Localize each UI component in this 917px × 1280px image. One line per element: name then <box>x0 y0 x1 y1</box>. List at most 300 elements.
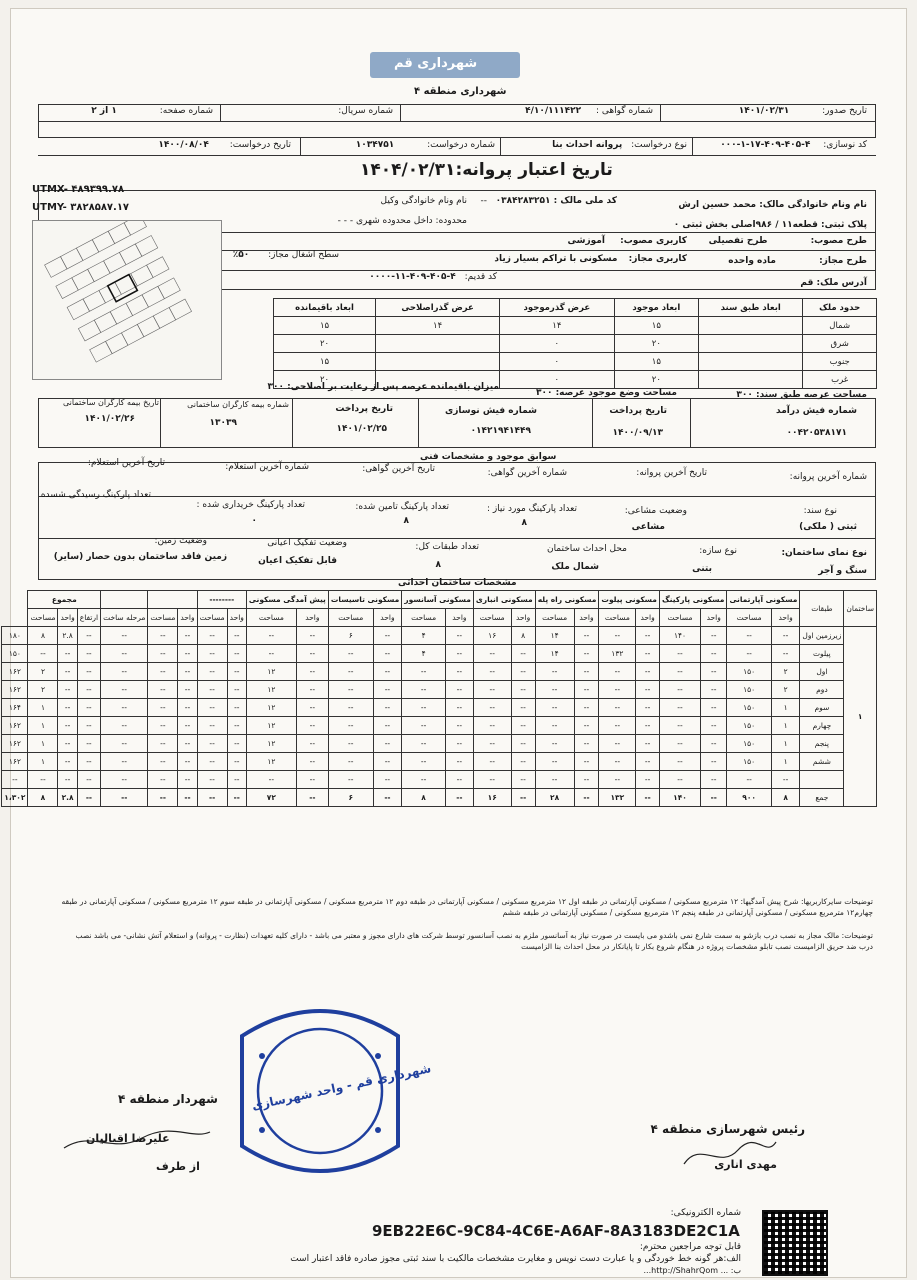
specs-cell: -- <box>227 735 246 753</box>
specs-cell: -- <box>101 735 148 753</box>
parking-provided-label: تعداد پارکینگ تامین شده: <box>355 502 449 512</box>
specs-floor-name: دوم <box>800 681 844 699</box>
specs-cell: -- <box>296 699 328 717</box>
specs-cell: -- <box>296 753 328 771</box>
specs-cell: -- <box>227 771 246 789</box>
specs-group-header: مسکونی تاسیسات <box>328 591 401 609</box>
note-line-4: درب ضد حریق الزامیست نصب تابلو مشخصات پروژه در هنگام شروع بکار تا پایانکار در محل احداث بنا الزامیست <box>521 942 873 951</box>
specs-floor-name <box>800 771 844 789</box>
specs-cell: -- <box>535 771 574 789</box>
urban-head-title: رئیس شهرسازی منطقه ۴ <box>650 1122 805 1136</box>
specs-cell: -- <box>445 681 473 699</box>
specs-area-header: مساحت <box>246 609 296 627</box>
specs-cell: -- <box>101 771 148 789</box>
specs-row <box>2 645 877 663</box>
specs-cell: -- <box>636 645 660 663</box>
bounds-header-cell: عرض گذراصلاحی <box>376 299 500 317</box>
insurance-date: ۱۴۰۱/۰۲/۲۶ <box>84 414 135 424</box>
specs-total-cell: ۸ <box>28 789 58 807</box>
specs-cell: ۱۵۰ <box>2 645 28 663</box>
specs-cell: -- <box>511 771 535 789</box>
specs-cell: -- <box>445 627 473 645</box>
specs-cell: -- <box>511 717 535 735</box>
specs-cell: -- <box>328 771 373 789</box>
specs-floor-name: پنجم <box>800 735 844 753</box>
urban-head-name: مهدی اناری <box>714 1158 777 1171</box>
specs-cell: -- <box>636 627 660 645</box>
specs-cell: -- <box>599 663 636 681</box>
specs-cell: -- <box>178 771 197 789</box>
plaque: پلاک ثبتی: قطعه۱۱ / ۹۸۶اصلی بخش ثبتی ۰ <box>673 220 867 230</box>
specs-cell: -- <box>599 681 636 699</box>
specs-cell: ۱۶ <box>473 627 511 645</box>
site-map-drawing <box>32 221 221 380</box>
specs-cell: -- <box>445 735 473 753</box>
page-value: ۱ از ۲ <box>91 106 117 116</box>
specs-cell: -- <box>402 699 446 717</box>
specs-total-cell: ۱۳۲ <box>599 789 636 807</box>
land-label: وضعیت زمین: <box>154 536 207 546</box>
specs-total-cell: ۸ <box>771 789 800 807</box>
specs-cell: -- <box>148 717 178 735</box>
renewal-code: ۴-۴۰۵-۴۰۹-۱۷-۱-۰۰۰ <box>720 140 811 150</box>
request-type: پروانه احداث بنا <box>552 140 623 150</box>
note-line-2: چهارم۱۲ مترمربع مسکونی / مسکونی آپارتمانی در طبقه پنجم ۱۲ مترمربع مسکونی / مسکونی آپارتمانی در طبقه ششم <box>502 908 873 917</box>
specs-floor-name: پیلوت <box>800 645 844 663</box>
specs-building-no: ۱ <box>844 627 877 807</box>
specs-cell: -- <box>535 735 574 753</box>
specs-cell: -- <box>296 771 328 789</box>
specs-cell: -- <box>701 663 727 681</box>
specs-total-cell: -- <box>178 789 197 807</box>
specs-cell: -- <box>77 699 100 717</box>
specs-cell: ۱۶۲ <box>2 735 28 753</box>
cert-no-label: شماره گواهی : <box>596 106 653 116</box>
specs-cell: ۱۲ <box>246 699 296 717</box>
specs-cell: -- <box>574 663 599 681</box>
pay-date-2: ۱۴۰۱/۰۲/۲۵ <box>336 424 387 434</box>
site-map <box>32 220 222 380</box>
specs-cell: ۱ <box>28 753 58 771</box>
specs-cell: -- <box>227 681 246 699</box>
specs-cell: -- <box>373 717 402 735</box>
bounds-cell: ۱۵ <box>614 317 698 335</box>
specs-cell: -- <box>197 663 227 681</box>
specs-area-header: مساحت <box>473 609 511 627</box>
specs-cell: -- <box>148 681 178 699</box>
specs-cell: -- <box>77 681 100 699</box>
pay-date-1: ۱۴۰۰/۰۹/۱۳ <box>612 428 663 438</box>
bounds-cell: ۱۵ <box>274 353 376 371</box>
specs-cell: -- <box>101 663 148 681</box>
specs-cell: -- <box>197 681 227 699</box>
location: شمال ملک <box>551 562 599 572</box>
e-number-label: شماره الکترونیکی: <box>670 1208 741 1218</box>
specs-cell: -- <box>511 753 535 771</box>
specs-total-cell: -- <box>373 789 402 807</box>
specs-cell: -- <box>473 717 511 735</box>
lawyer-label: نام ونام خانوادگی وکیل <box>380 196 467 206</box>
bounds-cell: ۱۴ <box>376 317 500 335</box>
specs-cell: ۲ <box>28 681 58 699</box>
specs-cell: -- <box>373 663 402 681</box>
specs-total-cell: ۷۲ <box>246 789 296 807</box>
specs-cell: -- <box>58 735 77 753</box>
specs-area-header: مساحت <box>659 609 700 627</box>
specs-cell: -- <box>445 699 473 717</box>
e-number: 9EB22E6C-9C84-4C6E-A6AF-8A3183DE2C1A <box>372 1222 740 1240</box>
specs-cell: ۱۴ <box>535 627 574 645</box>
specs-total-cell: ۲۸ <box>535 789 574 807</box>
specs-group-header: مسکونی انباری <box>473 591 535 609</box>
specs-cell: -- <box>246 627 296 645</box>
specs-cell: -- <box>178 681 197 699</box>
floors: ۸ <box>435 560 441 570</box>
occupancy-label: سطح اشغال مجاز: <box>268 250 339 260</box>
specs-cell: -- <box>574 717 599 735</box>
pay-date-label-2: تاریخ پرداخت <box>335 404 393 414</box>
specs-cell: -- <box>727 645 771 663</box>
specs-floor-name: چهارم <box>800 717 844 735</box>
specs-cell: -- <box>77 753 100 771</box>
specs-cell: -- <box>402 753 446 771</box>
specs-cell: -- <box>296 717 328 735</box>
specs-total-cell: -- <box>296 789 328 807</box>
specs-cell: -- <box>701 753 727 771</box>
specs-cell: -- <box>77 663 100 681</box>
specs-cell: -- <box>373 699 402 717</box>
specs-floor-name: زیرزمین اول <box>800 627 844 645</box>
last-permit-no: شماره آخرین پروانه: <box>789 472 867 482</box>
specs-cell: -- <box>771 645 800 663</box>
specs-area-header: مساحت <box>197 609 227 627</box>
specs-cell: -- <box>178 645 197 663</box>
specs-cell: -- <box>373 735 402 753</box>
mayor-by: از طرف <box>156 1160 200 1173</box>
specs-cell: ۱۲ <box>246 681 296 699</box>
request-no-label: شماره درخواست: <box>427 140 495 150</box>
specs-cell: -- <box>101 717 148 735</box>
specs-cell: ۱۸۰ <box>2 627 28 645</box>
specs-cell: -- <box>574 699 599 717</box>
plan: طرح تفصیلی <box>708 236 768 246</box>
parking-needed: ۸ <box>521 518 527 528</box>
specs-cell: -- <box>328 735 373 753</box>
specs-area-header: مساحت <box>328 609 373 627</box>
specs-header-row <box>2 591 877 609</box>
specs-cell: -- <box>445 663 473 681</box>
specs-cell: -- <box>296 627 328 645</box>
bounds-cell: غرب <box>803 371 877 389</box>
parking-bought: ۰ <box>251 516 257 526</box>
specs-cell: ۴ <box>402 627 446 645</box>
specs-cell: ۱۵۰ <box>727 717 771 735</box>
signature-scribble-left <box>62 1120 212 1164</box>
parking-provided: ۸ <box>403 516 409 526</box>
logo-title: شهرداری قم <box>394 56 478 71</box>
mayor-name: علیرضا اقبالیان <box>86 1132 170 1145</box>
serial-label: شماره سریال: <box>338 106 393 116</box>
specs-cell: ۱۵۰ <box>727 681 771 699</box>
bounds-header-cell: ابعاد طبق سند <box>699 299 803 317</box>
specs-total-cell: -- <box>101 789 148 807</box>
specs-cell: -- <box>701 771 727 789</box>
specs-height-header: ارتفاع <box>77 609 100 627</box>
specs-cell: -- <box>445 717 473 735</box>
specs-cell: ۱ <box>771 699 800 717</box>
specs-group-header <box>148 591 197 609</box>
specs-cell: ۲ <box>28 663 58 681</box>
specs-table <box>1 590 877 807</box>
renewal-code-label: کد نوسازی: <box>823 140 867 150</box>
bounds-cell <box>699 353 803 371</box>
specs-cell: -- <box>473 681 511 699</box>
specs-title: مشخصات ساختمان احداثی <box>398 578 517 588</box>
validity-title: تاریخ اعتبار پروانه:۱۴۰۴/۰۲/۳۱ <box>360 160 613 180</box>
specs-cell: -- <box>701 717 727 735</box>
specs-cell: -- <box>445 753 473 771</box>
specs-total-cell: -- <box>445 789 473 807</box>
specs-cell: -- <box>197 771 227 789</box>
specs-cell: -- <box>659 771 700 789</box>
bounds-header-cell: ابعاد موجود <box>614 299 698 317</box>
request-no: ۱۰۳۴۷۵۱ <box>355 140 395 150</box>
specs-cell: ۱۲ <box>246 663 296 681</box>
specs-cell: -- <box>373 645 402 663</box>
specs-cell: -- <box>58 753 77 771</box>
insurance-date-label: تاریخ بیمه کارگران ساختمانی <box>63 398 159 407</box>
specs-total-cell: -- <box>227 789 246 807</box>
specs-cell: -- <box>328 753 373 771</box>
permit-plan: ماده واحده <box>728 256 776 266</box>
specs-cell: ۱۲ <box>246 753 296 771</box>
specs-cell: -- <box>328 645 373 663</box>
specs-total-cell: ۲.۸ <box>58 789 77 807</box>
specs-unit-header: واحد <box>636 609 660 627</box>
specs-total-cell: -- <box>148 789 178 807</box>
specs-cell: -- <box>77 735 100 753</box>
bounds-cell <box>376 353 500 371</box>
specs-cell: ۱ <box>28 735 58 753</box>
specs-cell: -- <box>659 717 700 735</box>
area-existing: مساحت وضع موجود عرصه: ۳۰۰ <box>535 388 677 398</box>
specs-cell: -- <box>636 753 660 771</box>
specs-total-cell: ۱۴۰ <box>659 789 700 807</box>
qr-code[interactable] <box>762 1210 828 1276</box>
renew-receipt: ۰۱۴۲۱۹۴۱۴۴۹ <box>470 426 531 436</box>
specs-cell: -- <box>636 717 660 735</box>
address: آدرس ملک: قم <box>800 278 867 288</box>
specs-area-header: مساحت <box>148 609 178 627</box>
specs-row <box>2 735 877 753</box>
specs-cell: -- <box>58 771 77 789</box>
specs-cell: -- <box>148 627 178 645</box>
request-date: ۱۴۰۰/۰۸/۰۴ <box>158 140 209 150</box>
specs-cell: ۲ <box>771 681 800 699</box>
signature-scribble-right <box>680 1134 780 1178</box>
specs-cell: ۱ <box>28 699 58 717</box>
facade-label: نوع نمای ساختمان: <box>781 548 867 558</box>
specs-cell: -- <box>636 771 660 789</box>
specs-cell: -- <box>328 717 373 735</box>
specs-cell: -- <box>727 627 771 645</box>
specs-cell: -- <box>771 627 800 645</box>
occupancy: ۵۰٪ <box>232 250 250 260</box>
common-label: وضعیت مشاعی: <box>624 506 687 516</box>
bounds-cell <box>699 371 803 389</box>
specs-cell: ۲.۸ <box>58 627 77 645</box>
specs-cell: -- <box>246 771 296 789</box>
specs-cell: -- <box>727 771 771 789</box>
specs-cell: -- <box>636 735 660 753</box>
specs-cell: -- <box>701 645 727 663</box>
mayor-title: شهردار منطقه ۴ <box>118 1092 218 1106</box>
specs-total-cell: -- <box>77 789 100 807</box>
floors-label: تعداد طبقات کل: <box>415 542 479 552</box>
specs-row <box>2 771 877 789</box>
specs-cell: -- <box>296 663 328 681</box>
specs-cell: -- <box>473 699 511 717</box>
specs-cell: -- <box>227 645 246 663</box>
specs-row <box>2 717 877 735</box>
bounds-cell: ۲۰ <box>274 371 376 389</box>
specs-total-cell: ۶ <box>328 789 373 807</box>
permit-use: مسکونی با تراکم بسیار زیاد <box>494 254 618 264</box>
structure-label: نوع سازه: <box>699 546 737 556</box>
renew-receipt-label: شماره فیش نوسازی <box>445 406 537 416</box>
specs-cell: -- <box>511 663 535 681</box>
bounds-cell <box>699 335 803 353</box>
issue-date-label: تاریخ صدور: <box>822 106 867 116</box>
bounds-cell: ۰ <box>500 335 615 353</box>
lawyer-dash: -- <box>480 196 487 206</box>
bounds-row <box>274 335 877 353</box>
specs-group-header: مسکونی راه پله <box>535 591 599 609</box>
specs-cell: -- <box>473 753 511 771</box>
specs-cell: ۱۶۲ <box>2 717 28 735</box>
specs-cell: -- <box>511 645 535 663</box>
specs-cell: -- <box>28 771 58 789</box>
bounds-header-cell: ابعاد باقیمانده <box>274 299 376 317</box>
specs-cell: -- <box>148 663 178 681</box>
specs-cell: -- <box>58 681 77 699</box>
bounds-row <box>274 317 877 335</box>
specs-area-header: مساحت <box>727 609 771 627</box>
specs-cell: -- <box>101 753 148 771</box>
specs-cell: -- <box>659 699 700 717</box>
specs-total-cell: ۸ <box>402 789 446 807</box>
specs-cell: -- <box>296 645 328 663</box>
specs-row <box>2 627 877 645</box>
specs-cell: ۱ <box>771 753 800 771</box>
specs-cell: -- <box>659 753 700 771</box>
specs-row <box>2 663 877 681</box>
specs-cell: -- <box>599 699 636 717</box>
specs-cell: ۶ <box>328 627 373 645</box>
specs-cell: -- <box>535 753 574 771</box>
specs-cell: -- <box>636 681 660 699</box>
notes-block <box>47 896 873 952</box>
utmx: UTMX- ۴۸۹۳۹۹.۷۸ <box>32 184 125 195</box>
specs-group-header: -------- <box>197 591 246 609</box>
specs-unit-header: واحد <box>771 609 800 627</box>
specs-cell: -- <box>197 753 227 771</box>
issue-date: ۱۴۰۱/۰۲/۳۱ <box>738 106 790 116</box>
structure: بتنی <box>692 564 712 574</box>
specs-floor-name: اول <box>800 663 844 681</box>
specs-cell: ۱۵۰ <box>727 753 771 771</box>
specs-cell: -- <box>58 663 77 681</box>
notice-3: ب: ... http://ShahrQom... <box>643 1266 741 1275</box>
bounds-cell: ۰ <box>500 371 615 389</box>
bounds-cell: شمال <box>803 317 877 335</box>
specs-cell: -- <box>373 753 402 771</box>
approved-use-label: کاربری مصوب: <box>620 236 687 246</box>
specs-cell: ۱۶۲ <box>2 753 28 771</box>
specs-cell: ۴ <box>402 645 446 663</box>
specs-group-header: مجموع <box>28 591 101 609</box>
bounds-cell: ۲۰ <box>614 335 698 353</box>
specs-cell: ۱۶۴ <box>2 699 28 717</box>
specs-cell: -- <box>659 645 700 663</box>
plan-label: طرح مصوب: <box>810 236 867 246</box>
specs-cell: -- <box>148 645 178 663</box>
insurance-no: ۱۳۰۳۹ <box>209 418 237 428</box>
owner-national-code: کد ملی مالک : ۰۳۸۴۲۸۳۲۵۱ <box>495 196 617 206</box>
specs-cell: -- <box>77 771 100 789</box>
specs-row <box>2 681 877 699</box>
specs-cell: -- <box>701 627 727 645</box>
utmy: UTMY- ۳۸۲۸۵۸۷.۱۷ <box>32 202 130 213</box>
specs-unit-header: واحد <box>178 609 197 627</box>
specs-cell: -- <box>574 735 599 753</box>
specs-cell: ۱۴۰ <box>659 627 700 645</box>
specs-cell: ۱ <box>771 717 800 735</box>
specs-cell: ۱۵۰ <box>727 699 771 717</box>
specs-cell: -- <box>574 681 599 699</box>
specs-cell: -- <box>197 717 227 735</box>
old-code: ۴-۴۰۵-۴۰۹-۱۱-۰۰۰۰ <box>369 272 456 282</box>
specs-cell: -- <box>328 663 373 681</box>
specs-cell: -- <box>373 627 402 645</box>
note-line-3: توضیحات: مالک مجاز به نصب درب بازشو به سمت شارع نمی باشدو می بایست در صورت نیاز به آسانسور ملزم به نصب آسانسور توسط شرکت های دارای مجوز و معتبر می باشد - دارای کلیه تعهدات (نظارت - پروانه) و استعلام آتش نشانی- می باشد نصب <box>75 931 873 940</box>
specs-cell: -- <box>246 645 296 663</box>
notice-2: الف:هر گونه خط خوردگی و یا عبارت دست نویس و مغایرت مشخصات مالکیت با سند ثبتی مجوز صادره فاقد اعتبار است <box>290 1254 741 1264</box>
specs-cell: -- <box>511 681 535 699</box>
specs-cell: -- <box>701 735 727 753</box>
last-cert-no: شماره آخرین گواهی: <box>487 468 567 478</box>
specs-cell: -- <box>701 681 727 699</box>
specs-cell: ۱۳۲ <box>599 645 636 663</box>
specs-cell: -- <box>473 663 511 681</box>
specs-cell: -- <box>77 645 100 663</box>
specs-cell: -- <box>148 771 178 789</box>
specs-cell: -- <box>535 681 574 699</box>
specs-area-header: مساحت <box>599 609 636 627</box>
permit-use-label: کاربری مجاز: <box>628 254 687 264</box>
last-inquiry-date: تاریخ آخرین استعلام: <box>87 458 165 468</box>
request-type-label: نوع درخواست: <box>631 140 687 150</box>
separation: قابل تفکیک اعیان <box>258 556 337 566</box>
bounds-cell: ۲۰ <box>614 371 698 389</box>
specs-total-cell: -- <box>574 789 599 807</box>
income-receipt-label: شماره فیش درآمد <box>776 406 857 416</box>
permit-plan-label: طرح مجاز: <box>819 256 867 266</box>
specs-cell: -- <box>148 699 178 717</box>
specs-cell: ۱۲ <box>246 735 296 753</box>
bounds-row <box>274 353 877 371</box>
specs-cell: -- <box>178 735 197 753</box>
